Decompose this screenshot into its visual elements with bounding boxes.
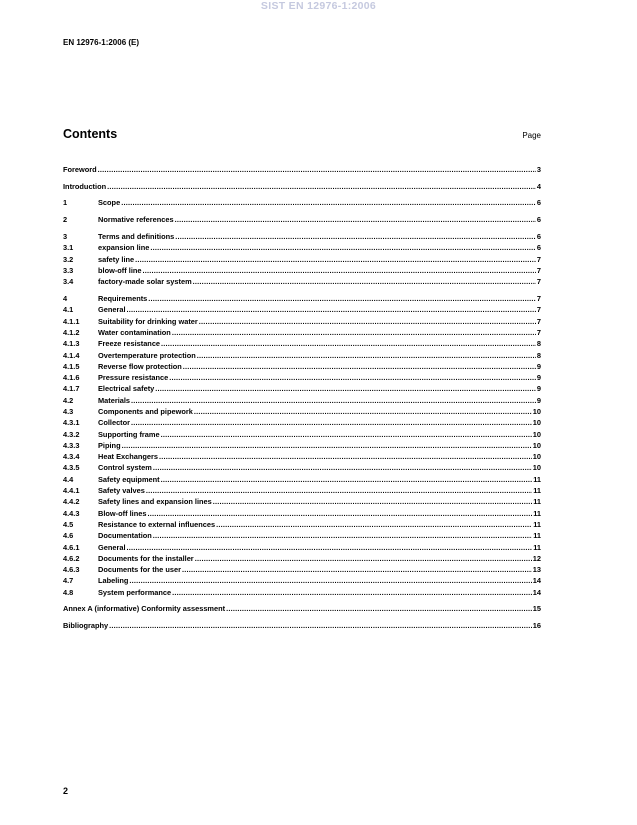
toc-entry[interactable] [63, 519, 541, 530]
toc-entry-page: 11 [533, 519, 541, 529]
toc-entry[interactable] [63, 575, 541, 586]
toc-entry[interactable] [63, 553, 541, 564]
toc-entry-page: 9 [536, 384, 541, 394]
toc-entry-title: Blow-off lines [98, 508, 147, 518]
toc-entry[interactable] [63, 474, 541, 485]
toc-entry-page: 10 [532, 463, 541, 473]
toc-dot-leader [153, 462, 532, 473]
toc-entry-page: 6 [536, 231, 541, 241]
toc-entry-number: 3.1 [63, 243, 74, 253]
toc-entry-number: 4.1.7 [63, 384, 80, 394]
toc-entry-page: 4 [536, 181, 541, 191]
toc-entry[interactable] [63, 440, 541, 451]
toc-entry-page: 6 [536, 243, 541, 253]
toc-entry-page: 8 [536, 339, 541, 349]
toc-dot-leader [135, 254, 536, 265]
toc-entry-page: 15 [532, 604, 541, 614]
toc-entry-title: Water contamination [98, 327, 171, 337]
toc-entry-title: General [98, 542, 126, 552]
toc-dot-leader [122, 440, 532, 451]
toc-dot-leader [107, 181, 536, 192]
toc-entry-number: 4.6.2 [63, 553, 80, 563]
toc-entry[interactable] [63, 564, 541, 575]
toc-entry[interactable] [63, 406, 541, 417]
toc-entry-title: Overtemperature protection [98, 350, 196, 360]
toc-entry[interactable] [63, 338, 541, 349]
toc-entry-title: Documents for the installer [98, 553, 194, 563]
toc-entry-page: 10 [532, 407, 541, 416]
toc-entry[interactable] [63, 350, 541, 361]
toc-entry-number: 4.1 [63, 305, 74, 315]
toc-entry-number: 4 [63, 294, 68, 304]
toc-entry[interactable] [63, 620, 541, 631]
toc-entry-page: 7 [536, 316, 541, 326]
toc-dot-leader [98, 164, 536, 175]
toc-entry-number: 1 [63, 198, 68, 208]
toc-entry[interactable] [63, 276, 541, 287]
toc-entry-title: Freeze resistance [98, 339, 161, 349]
toc-entry-number: 4.1.6 [63, 373, 80, 383]
toc-entry-title: expansion line [98, 243, 150, 253]
toc-dot-leader [183, 361, 536, 372]
toc-dot-leader [147, 508, 532, 519]
toc-entry[interactable] [63, 451, 541, 462]
toc-entry-title: Scope [98, 198, 121, 208]
toc-entry[interactable] [63, 181, 541, 192]
toc-entry[interactable] [63, 254, 541, 265]
toc-entry[interactable] [63, 304, 541, 315]
toc-entry-title: Normative references [98, 215, 174, 225]
toc-entry-page: 10 [532, 418, 541, 428]
toc-entry-number: 2 [63, 215, 68, 225]
toc-dot-leader [172, 587, 532, 598]
toc-entry[interactable] [63, 508, 541, 519]
toc-entry-page: 13 [532, 565, 541, 575]
toc-entry-title: Collector [98, 418, 131, 428]
toc-entry[interactable] [63, 395, 541, 406]
toc-entry-number: 4.6.1 [63, 542, 80, 552]
toc-entry-title: Suitability for drinking water [98, 316, 198, 326]
toc-entry[interactable] [63, 214, 541, 225]
toc-entry-number: 3.2 [63, 254, 74, 264]
toc-entry[interactable] [63, 462, 541, 473]
toc-dot-leader [127, 304, 536, 315]
toc-dot-leader [127, 542, 533, 553]
toc-dot-leader [150, 242, 536, 253]
toc-dot-leader [161, 474, 533, 485]
toc-dot-leader [213, 496, 532, 507]
toc-dot-leader [159, 451, 532, 462]
toc-entry-page: 11 [533, 531, 541, 541]
toc-entry-title: Terms and definitions [98, 231, 175, 241]
toc-entry-page: 11 [533, 474, 541, 484]
toc-dot-leader [199, 316, 536, 327]
toc-entry-title: Documentation [98, 531, 152, 541]
toc-entry-number: 4.4.2 [63, 497, 80, 507]
toc-dot-leader [146, 485, 532, 496]
table-of-contents [63, 164, 541, 631]
toc-entry-page: 9 [536, 395, 541, 405]
toc-entry-page: 7 [536, 277, 541, 287]
toc-dot-leader [131, 395, 536, 406]
toc-entry-number: 4.3.1 [63, 418, 80, 428]
toc-dot-leader [161, 338, 536, 349]
toc-dot-leader [216, 519, 532, 530]
toc-dot-leader [143, 265, 536, 276]
toc-entry-number: 4.5 [63, 519, 74, 529]
toc-entry-number: 3 [63, 231, 68, 241]
toc-dot-leader [121, 197, 536, 208]
toc-entry-page: 6 [536, 215, 541, 225]
toc-entry-page: 7 [536, 327, 541, 337]
toc-entry-title: Components and pipework [98, 407, 193, 416]
toc-entry-title: blow-off line [98, 265, 142, 275]
toc-entry-title: Materials [98, 395, 131, 405]
toc-entry[interactable] [63, 603, 541, 614]
toc-entry-number: 4.6.3 [63, 565, 80, 575]
toc-entry-page: 11 [533, 497, 541, 507]
toc-entry-page: 10 [532, 440, 541, 450]
toc-entry-page: 12 [532, 553, 541, 563]
toc-entry-title: System performance [98, 587, 172, 597]
toc-dot-leader [148, 293, 536, 304]
toc-dot-leader [193, 276, 536, 287]
toc-entry-title: Pressure resistance [98, 373, 169, 383]
toc-entry[interactable] [63, 231, 541, 242]
toc-entry-title: Safety lines and expansion lines [98, 497, 212, 507]
toc-dot-leader [226, 603, 532, 614]
toc-entry[interactable] [63, 327, 541, 338]
page-number: 2 [63, 786, 69, 796]
toc-entry[interactable] [63, 265, 541, 276]
toc-dot-leader [129, 575, 531, 586]
toc-entry-title: Heat Exchangers [98, 452, 158, 462]
toc-entry-page: 7 [536, 294, 541, 304]
toc-entry[interactable] [63, 242, 541, 253]
toc-entry-page: 11 [533, 508, 541, 518]
contents-title: Contents [63, 127, 118, 141]
toc-entry-page: 11 [533, 486, 541, 496]
toc-entry[interactable] [63, 164, 541, 175]
toc-entry[interactable] [63, 542, 541, 553]
toc-entry-page: 9 [536, 361, 541, 371]
toc-entry-number: 3.4 [63, 277, 74, 287]
toc-entry-number: 4.4 [63, 474, 74, 484]
toc-entry-title: Requirements [98, 294, 148, 304]
toc-entry[interactable] [63, 361, 541, 372]
toc-entry-title: Safety equipment [98, 474, 160, 484]
toc-entry-title: Foreword [63, 165, 97, 174]
toc-entry[interactable] [63, 417, 541, 428]
toc-entry-number: 4.3.3 [63, 440, 80, 450]
toc-entry[interactable] [63, 197, 541, 208]
toc-entry[interactable] [63, 485, 541, 496]
toc-entry-title: Annex A (informative) Conformity assessment [63, 604, 226, 614]
toc-entry-number: 4.6 [63, 531, 74, 541]
toc-entry-number: 4.1.2 [63, 327, 80, 337]
toc-entry-page: 6 [536, 198, 541, 208]
toc-entry[interactable] [63, 372, 541, 383]
toc-entry-title: Safety valves [98, 486, 145, 496]
toc-entry-number: 4.1.4 [63, 350, 80, 360]
toc-entry-number: 4.2 [63, 395, 74, 405]
document-header: EN 12976-1:2006 (E) [63, 38, 140, 47]
toc-entry-number: 3.3 [63, 265, 74, 275]
toc-entry-page: 3 [536, 165, 541, 174]
toc-dot-leader [155, 383, 536, 394]
toc-entry-number: 4.3.4 [63, 452, 80, 462]
toc-entry-number: 4.4.3 [63, 508, 80, 518]
toc-entry-number: 4.1.3 [63, 339, 80, 349]
toc-entry-number: 4.8 [63, 587, 74, 597]
toc-entry[interactable] [63, 293, 541, 304]
toc-entry-number: 4.7 [63, 576, 74, 586]
toc-entry-title: Resistance to external influences [98, 519, 216, 529]
toc-entry[interactable] [63, 429, 541, 440]
toc-entry-title: Introduction [63, 181, 107, 191]
toc-entry-number: 4.3.2 [63, 429, 80, 439]
toc-entry[interactable] [63, 383, 541, 394]
page-column-label: Page [522, 131, 541, 140]
toc-dot-leader [109, 620, 532, 631]
toc-entry-title: Electrical safety [98, 384, 155, 394]
toc-entry-page: 7 [536, 254, 541, 264]
toc-dot-leader [175, 214, 536, 225]
toc-entry-title: Supporting frame [98, 429, 160, 439]
toc-entry-title: General [98, 305, 126, 315]
toc-entry-number: 4.1.1 [63, 316, 80, 326]
toc-entry-title: Reverse flow protection [98, 361, 182, 371]
toc-dot-leader [153, 530, 532, 541]
toc-entry[interactable] [63, 316, 541, 327]
toc-dot-leader [182, 564, 532, 575]
toc-entry-title: Bibliography [63, 621, 109, 631]
toc-entry-page: 10 [532, 452, 541, 462]
toc-entry-page: 9 [536, 373, 541, 383]
toc-dot-leader [194, 406, 532, 417]
toc-dot-leader [197, 350, 536, 361]
toc-entry-page: 7 [536, 265, 541, 275]
toc-entry-page: 7 [536, 305, 541, 315]
toc-entry-title: Documents for the user [98, 565, 181, 575]
toc-entry-title: safety line [98, 254, 135, 264]
toc-dot-leader [161, 429, 532, 440]
toc-entry-page: 11 [533, 542, 541, 552]
toc-dot-leader [195, 553, 532, 564]
toc-entry-number: 4.1.5 [63, 361, 80, 371]
toc-entry-title: Labeling [98, 576, 129, 586]
toc-dot-leader [175, 231, 536, 242]
toc-entry-page: 8 [536, 350, 541, 360]
toc-entry-number: 4.3 [63, 407, 74, 416]
toc-entry-number: 4.3.5 [63, 463, 80, 473]
toc-dot-leader [169, 372, 536, 383]
toc-entry-title: factory-made solar system [98, 277, 192, 287]
toc-entry[interactable] [63, 587, 541, 598]
toc-entry-page: 14 [532, 587, 541, 597]
watermark: SIST EN 12976-1:2006 [260, 0, 377, 12]
toc-dot-leader [131, 417, 532, 428]
toc-entry-title: Control system [98, 463, 152, 473]
toc-dot-leader [172, 327, 536, 338]
toc-entry-title: Piping [98, 440, 121, 450]
toc-entry-number: 4.4.1 [63, 486, 80, 496]
toc-entry-page: 14 [532, 576, 541, 586]
toc-entry[interactable] [63, 496, 541, 507]
toc-entry-page: 10 [532, 429, 541, 439]
toc-entry-page: 16 [532, 621, 541, 631]
toc-entry[interactable] [63, 530, 541, 541]
